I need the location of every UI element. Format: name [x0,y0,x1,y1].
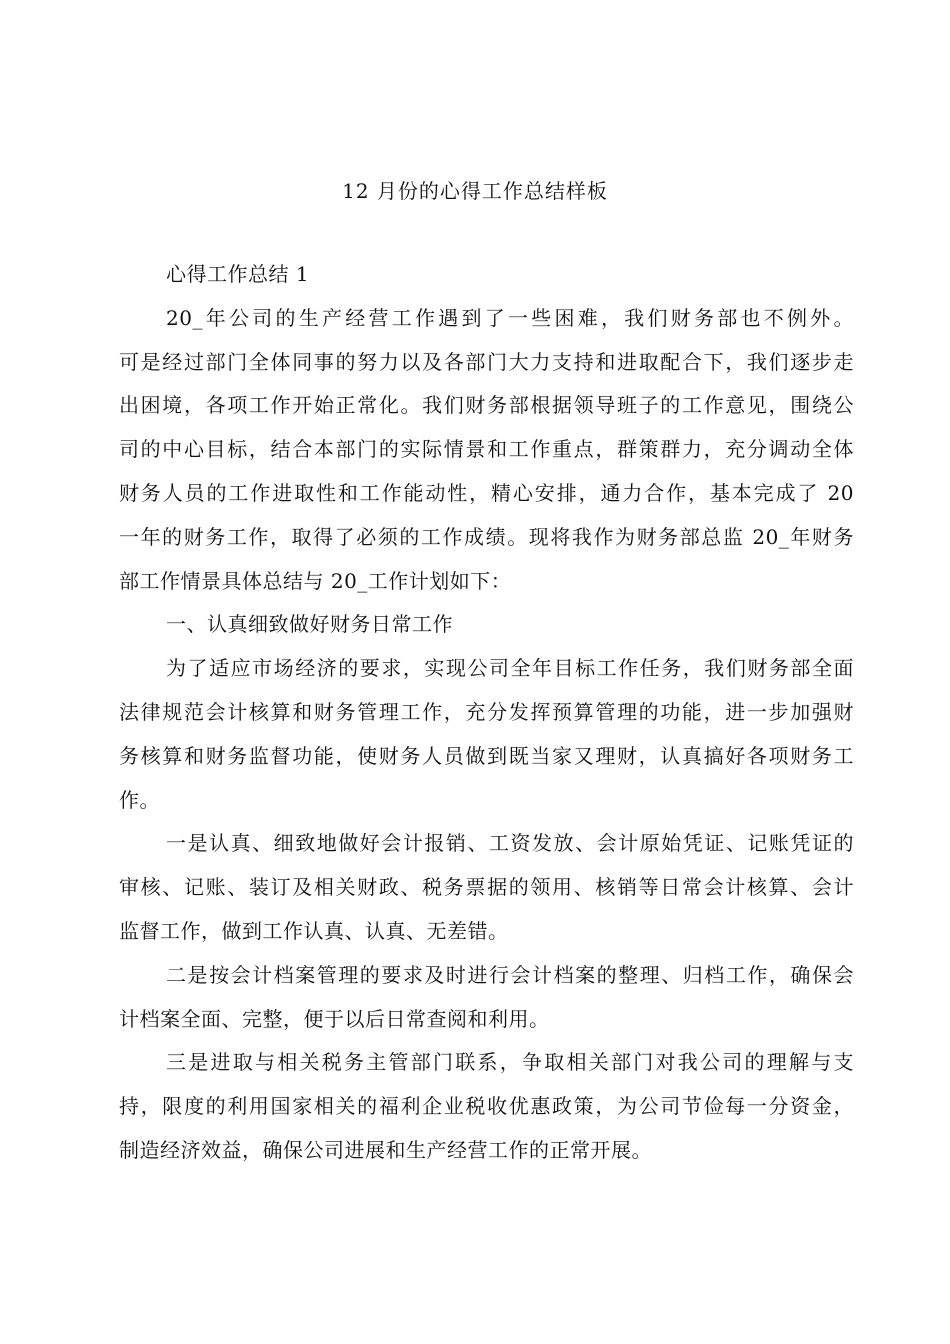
paragraph-line: 监督工作，做到工作认真、认真、无差错。 [119,918,509,943]
paragraph-line: 为了适应市场经济的要求，实现公司全年目标工作任务，我们财务部全面 [166,656,854,681]
paragraph-line: 制造经济效益，确保公司进展和生产经营工作的正常开展。 [119,1137,652,1162]
document-title: 12 月份的心得工作总结样板 [342,179,608,203]
paragraph-line: 法律规范会计核算和财务管理工作，充分发挥预算管理的功能，进一步加强财 [119,699,854,724]
paragraph-line: 审核、记账、装订及相关财政、税务票据的领用、核销等日常会计核算、会计 [119,875,854,900]
paragraph-line: 务核算和财务监督功能，使财务人员做到既当家又理财，认真搞好各项财务工 [119,743,854,768]
paragraph-line: 财务人员的工作进取性和工作能动性，精心安排，通力合作，基本完成了 20 [119,480,854,505]
paragraph-line: 一年的财务工作，取得了必须的工作成绩。现将我作为财务部总监 20_年财务 [119,524,854,549]
paragraph-line: 作。 [119,787,160,812]
paragraph-line: 三是进取与相关税务主管部门联系，争取相关部门对我公司的理解与支 [166,1050,854,1075]
paragraph-line: 计档案全面、完整，便于以后日常查阅和利用。 [119,1006,550,1031]
paragraph-line: 司的中心目标，结合本部门的实际情景和工作重点，群策群力，充分调动全体 [119,437,854,462]
paragraph-line: 可是经过部门全体同事的努力以及各部门大力支持和进取配合下，我们逐步走 [119,349,854,374]
paragraph-line: 一是认真、细致地做好会计报销、工资发放、会计原始凭证、记账凭证的 [166,831,854,856]
subsection-heading: 一、认真细致做好财务日常工作 [166,612,453,637]
paragraph-line: 二是按会计档案管理的要求及时进行会计档案的整理、归档工作，确保会 [166,962,854,987]
paragraph-line: 部工作情景具体总结与 20_工作计划如下： [119,568,512,593]
paragraph-line: 持，限度的利用国家相关的福利企业税收优惠政策，为公司节俭每一分资金， [119,1094,854,1119]
paragraph-line: 20_年公司的生产经营工作遇到了一些困难，我们财务部也不例外。 [166,305,854,330]
paragraph-line: 出困境，各项工作开始正常化。我们财务部根据领导班子的工作意见，围绕公 [119,393,854,418]
section-heading: 心得工作总结 1 [166,262,310,286]
document-body [119,253,854,1173]
